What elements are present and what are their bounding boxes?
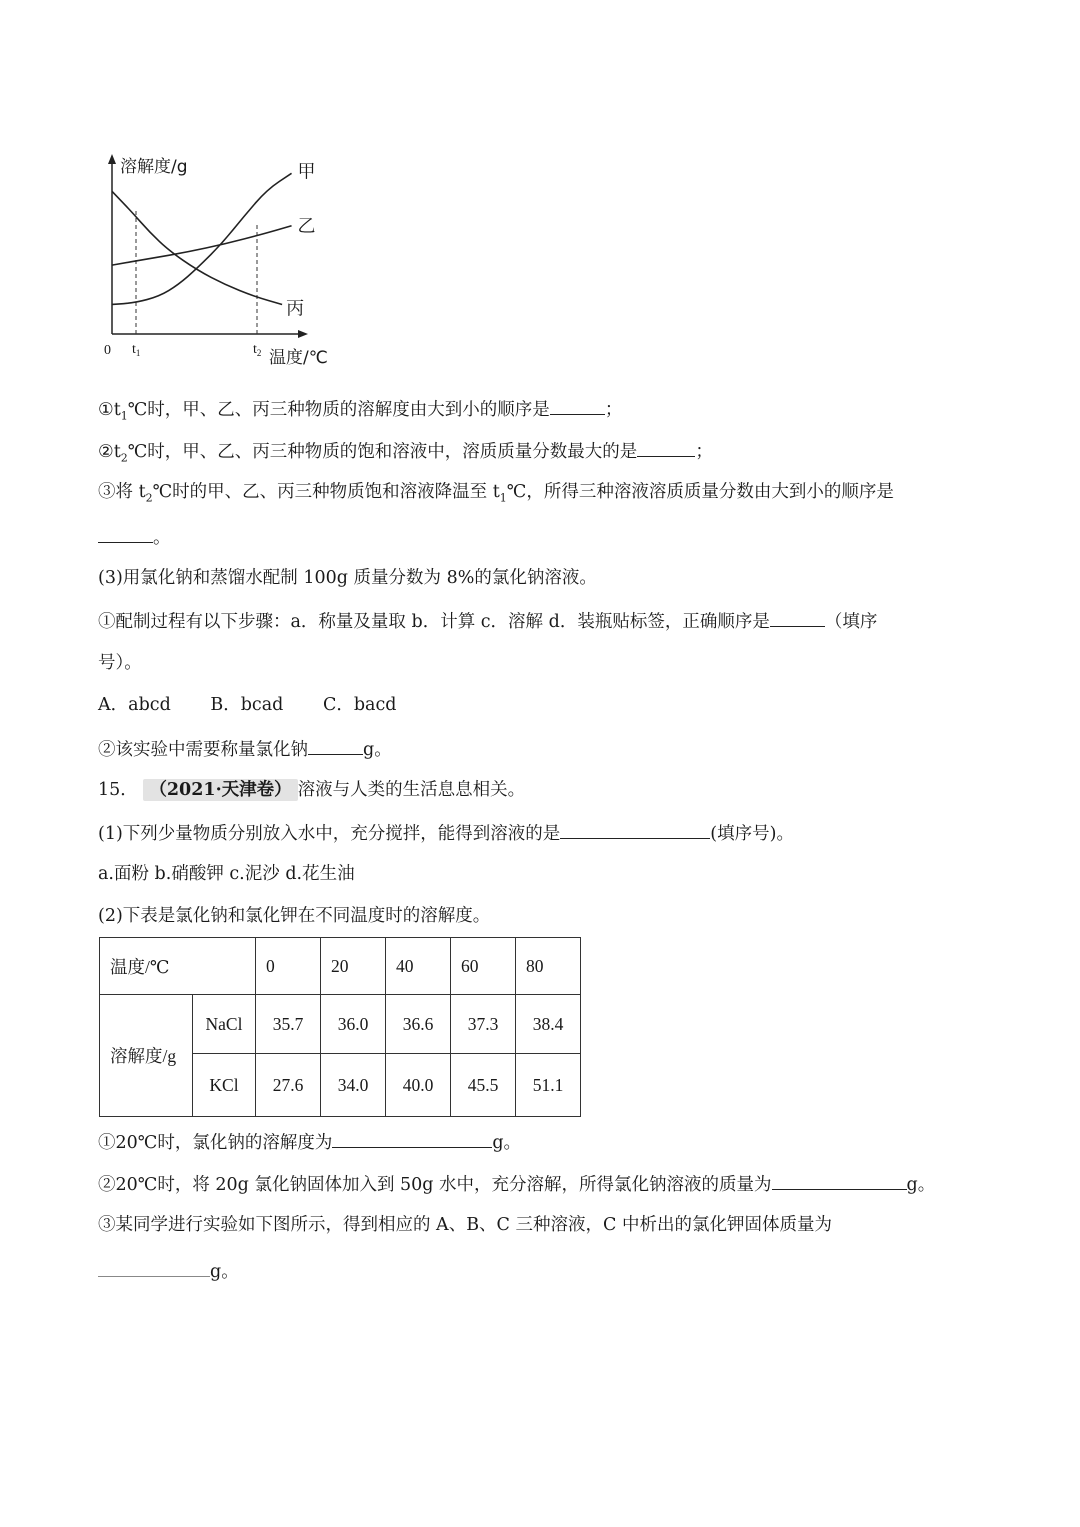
question-15-2-1: ①20℃时，氯化钠的溶解度为 g。 [98, 1129, 521, 1155]
table-cell: 36.0 [321, 995, 386, 1054]
question-15-2-3: ③某同学进行实验如下图所示，得到相应的 A、B、C 三种溶液，C 中析出的氯化钾固体质量为 [98, 1215, 832, 1235]
table-cell: 60 [451, 938, 516, 995]
table-cell: 51.1 [516, 1054, 581, 1117]
table-cell: 20 [321, 938, 386, 995]
question-15-2-3-cont: g。 [98, 1258, 239, 1284]
tick-t1: $t_1$ [132, 342, 141, 358]
table-cell: 35.7 [256, 995, 321, 1054]
series-label-2: 丙 [286, 298, 305, 320]
x-axis-label: 温度/℃ [269, 348, 328, 368]
question-2-3: ③将 $t_2℃$时的甲、乙、丙三种物质饱和溶液降温至 $t_1℃$，所得三种溶液溶质质量分数由大到小的顺序是 [98, 482, 894, 505]
answer-blank[interactable] [332, 1129, 492, 1148]
table-row-label: NaCl [193, 995, 256, 1054]
question-15-2-2: ②20℃时，将 20g 氯化钠固体加入到 50g 水中，充分溶解，所得氯化钠溶液的质量为 g。 [98, 1171, 935, 1197]
origin-label: 0 [104, 343, 111, 358]
table-cell: 38.4 [516, 995, 581, 1054]
table-cell: 34.0 [321, 1054, 386, 1117]
question-15-2: (2)下表是氯化钠和氯化钾在不同温度时的溶解度。 [98, 906, 491, 926]
answer-blank[interactable] [560, 820, 710, 839]
answer-blank[interactable] [98, 1258, 210, 1277]
option-a[interactable]: A．abcd [98, 695, 171, 715]
series-label-0: 甲 [297, 161, 316, 183]
question-2-3-cont: 。 [98, 524, 171, 550]
question-2-1: $①t_1℃$时，甲、乙、丙三种物质的溶解度由大到小的顺序是 ； [98, 396, 622, 422]
answer-blank[interactable] [98, 524, 153, 543]
question-2-2: $②t_2℃$时，甲、乙、丙三种物质的饱和溶液中，溶质质量分数最大的是 ； [98, 438, 713, 464]
question-3: (3)用氯化钠和蒸馏水配制 100g 质量分数为 8%的氯化钠溶液。 [98, 568, 597, 588]
y-axis-label: 溶解度/g [120, 157, 188, 177]
table-cell: 27.6 [256, 1054, 321, 1117]
answer-blank[interactable] [308, 736, 363, 755]
y-axis [108, 154, 116, 334]
table-cell: 36.6 [386, 995, 451, 1054]
series-line-1 [112, 226, 292, 265]
question-3-1-cont: 号）。 [98, 653, 142, 673]
table-cell: 0 [256, 938, 321, 995]
x-axis [112, 330, 308, 338]
table-row-label: KCl [193, 1054, 256, 1117]
series-line-0 [112, 173, 292, 304]
answer-blank[interactable] [772, 1171, 907, 1190]
series-layer [112, 161, 316, 319]
answer-blank[interactable] [550, 396, 605, 415]
choice-options [98, 693, 396, 717]
answer-blank[interactable] [637, 438, 695, 457]
series-label-1: 乙 [297, 215, 316, 237]
answer-blank[interactable] [770, 608, 825, 627]
option-c[interactable]: C．bacd [322, 695, 397, 715]
table-cell: 37.3 [451, 995, 516, 1054]
solubility-table [99, 937, 581, 1117]
question-3-2: ②该实验中需要称量氯化钠 g。 [98, 736, 392, 762]
option-b[interactable]: B．bcad [210, 695, 284, 715]
table-header-temp: 温度/℃ [100, 938, 256, 995]
table-cell: 45.5 [451, 1054, 516, 1117]
source-tag: （2021·天津卷） [143, 779, 297, 801]
table-cell: 40 [386, 938, 451, 995]
question-15: 15． （2021·天津卷） 溶液与人类的生活息息相关。 [98, 780, 526, 800]
question-15-1-options: a.面粉 b.硝酸钾 c.泥沙 d.花生油 [98, 864, 355, 884]
tick-t2: $t_2$ [253, 342, 262, 358]
table-cell: 80 [516, 938, 581, 995]
solubility-chart [96, 150, 346, 375]
question-15-1: (1)下列少量物质分别放入水中，充分搅拌，能得到溶液的是 (填序号)。 [98, 820, 794, 846]
question-3-1: ①配制过程有以下步骤：a．称量及量取 b．计算 c．溶解 d．装瓶贴标签，正确顺序是 （填序 [98, 608, 877, 634]
table-cell: 40.0 [386, 1054, 451, 1117]
table-header-solubility: 溶解度/g [100, 995, 193, 1117]
